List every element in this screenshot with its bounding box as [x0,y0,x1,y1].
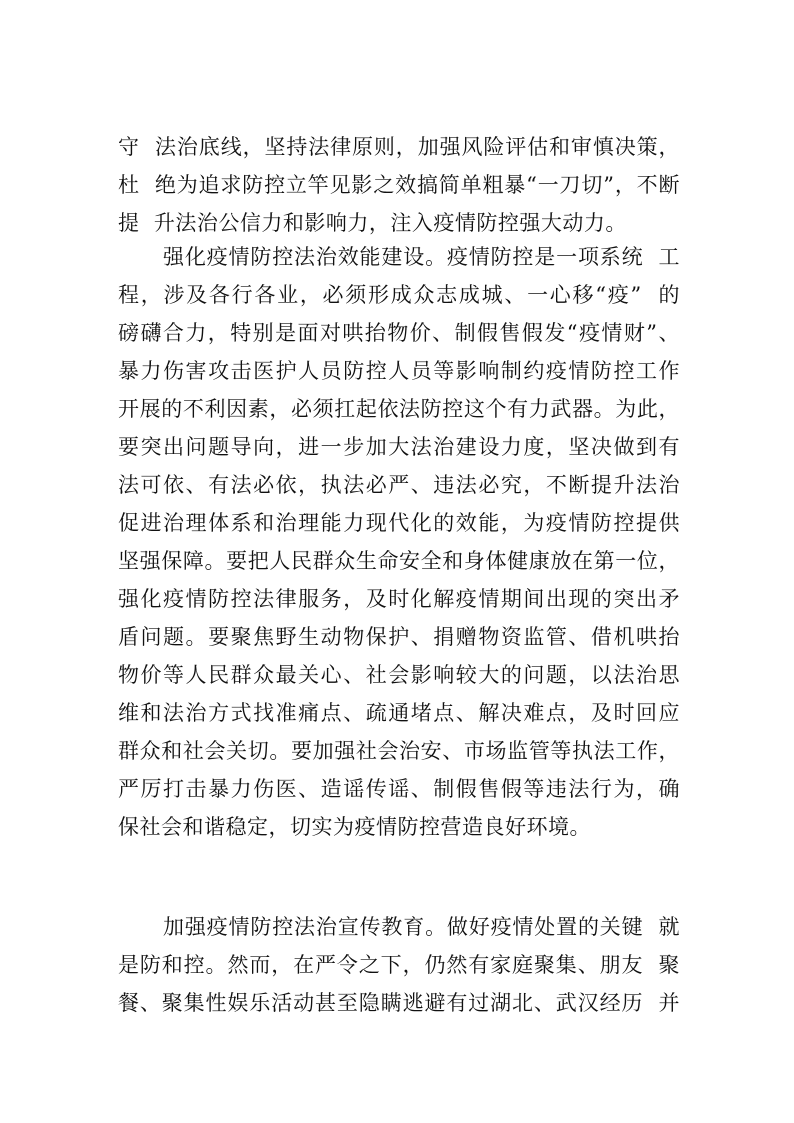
paragraph-line: 程，涉及各行各业，必须形成众志成城、一心移“疫” 的 [118,283,680,307]
paragraph-line: 守 法治底线，坚持法律原则，加强风险评估和审慎决策， [118,135,680,159]
paragraph-line: 要突出问题导向，进一步加大法治建设力度，坚决做到有 [118,435,680,459]
paragraph-1 [118,128,680,242]
paragraph-line: 盾问题。要聚焦野生动物保护、捐赠物资监管、借机哄抬 [118,625,680,649]
paragraph-line: 餐、聚集性娱乐活动甚至隐瞒逃避有过湖北、武汉经历 并 [118,991,680,1015]
paragraph-line: 提 升法治公信力和影响力，注入疫情防控强大动力。 [118,211,627,235]
paragraph-line: 群众和社会关切。要加强社会治安、市场监管等执法工作， [118,739,680,763]
paragraph-line: 磅礴合力，特别是面对哄抬物价、制假售假发“疫情财”、 [118,321,680,345]
paragraph-line: 强化疫情防控法治效能建设。疫情防控是一项系统 工 [163,245,680,269]
paragraph-line: 强化疫情防控法律服务，及时化解疫情期间出现的突出矛 [118,587,680,611]
paragraph-line: 暴力伤害攻击医护人员防控人员等影响制约疫情防控工作 [118,359,680,383]
paragraph-line: 保社会和谐稳定，切实为疫情防控营造良好环境。 [118,815,591,839]
paragraph-line: 坚强保障。要把人民群众生命安全和身体健康放在第一位， [118,549,680,573]
paragraph-3 [118,908,680,1022]
paragraph-line: 杜 绝为追求防控立竿见影之效搞简单粗暴“一刀切”，不断 [118,173,680,197]
paragraph-line: 是防和控。然而，在严令之下，仍然有家庭聚集、朋友 聚 [118,953,680,977]
paragraph-line: 严厉打击暴力伤医、造谣传谣、制假售假等违法行为，确 [118,777,680,801]
paragraph-2 [118,238,680,846]
paragraph-line: 促进治理体系和治理能力现代化的效能，为疫情防控提供 [118,511,680,535]
paragraph-line: 维和法治方式找准痛点、疏通堵点、解决难点，及时回应 [118,701,680,725]
paragraph-line: 物价等人民群众最关心、社会影响较大的问题，以法治思 [118,663,680,687]
paragraph-line: 加强疫情防控法治宣传教育。做好疫情处置的关键 就 [163,915,680,939]
paragraph-line: 开展的不利因素，必须扛起依法防控这个有力武器。为此， [118,397,680,421]
paragraph-line: 法可依、有法必依，执法必严、违法必究，不断提升法治 [118,473,680,497]
